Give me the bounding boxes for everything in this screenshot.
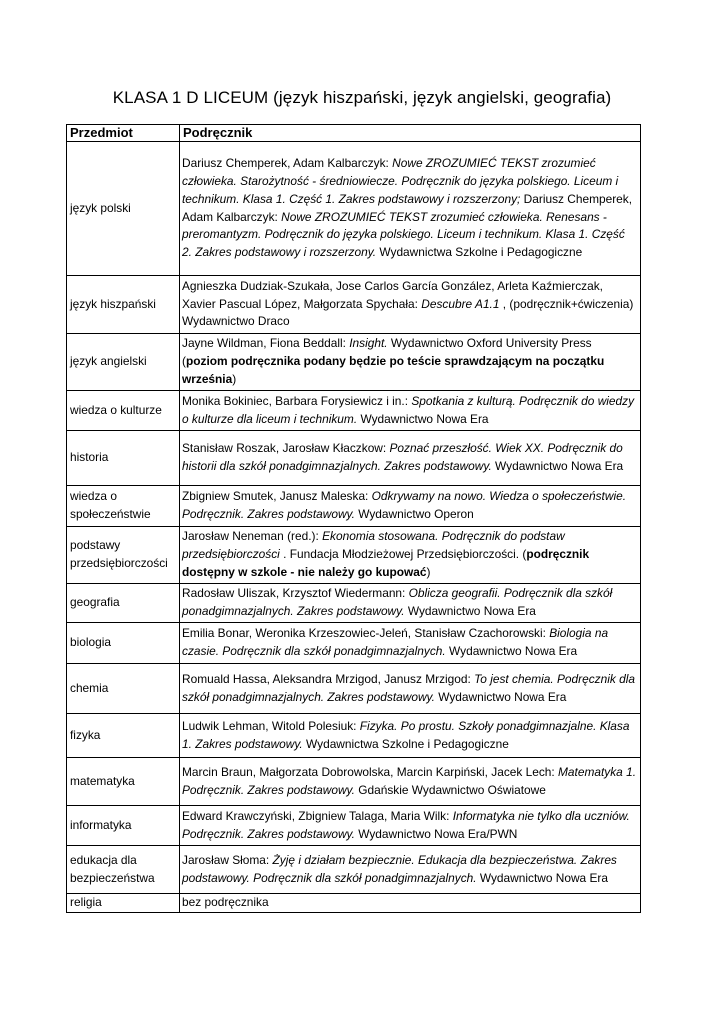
textbook-cell xyxy=(180,276,641,334)
book-text: Wydawnictwo Oxford University Press ( xyxy=(182,336,592,369)
table-row xyxy=(67,276,641,334)
book-text: Wydawnictwo Nowa Era xyxy=(445,644,578,658)
book-title: Descubre A1.1 xyxy=(421,296,500,311)
book-text: ) xyxy=(426,564,431,579)
textbook-cell xyxy=(180,486,641,527)
book-text: Romuald Hassa, Aleksandra Mrzigod, Janusz Mrzigod: xyxy=(182,671,475,686)
book-text: Marcin Braun, Małgorzata Dobrowolska, Marcin Karpiński, Jacek Lech: xyxy=(182,764,559,779)
book-text: Wydawnictwo Nowa Era xyxy=(476,870,608,885)
textbook-cell xyxy=(180,584,641,623)
book-text: Zbigniew Smutek, Janusz Maleska: xyxy=(182,489,372,504)
table-row xyxy=(67,431,641,486)
subject-cell: geografia xyxy=(67,584,180,623)
subject-cell: wiedza o kulturze xyxy=(67,391,180,431)
table-row xyxy=(67,527,641,584)
book-text: Radosław Uliszak, Krzysztof Wiedermann: xyxy=(182,586,409,601)
table-row xyxy=(67,142,641,276)
book-title: Matematyka 1. Podręcznik. Zakres podstawowy. xyxy=(182,764,637,797)
textbook-cell xyxy=(180,391,641,431)
textbook-cell xyxy=(180,714,641,758)
table-row xyxy=(67,623,641,664)
textbook-cell xyxy=(180,894,641,913)
book-title: Żyję i działam bezpiecznie. Edukacja dla bezpieczeństwa. Zakres podstawowy. Podręcznik dla szkół ponadgimnazjalnych. xyxy=(182,852,617,885)
table-row xyxy=(67,486,641,527)
subject-cell: biologia xyxy=(67,623,180,664)
textbook-cell xyxy=(180,142,641,276)
subject-cell: język hiszpański xyxy=(67,276,180,334)
book-title: To jest chemia. Podręcznik dla szkół ponadgimnazjalnych. Zakres podstawowy. xyxy=(182,671,635,704)
textbook-cell xyxy=(180,623,641,664)
textbook-table xyxy=(66,124,641,913)
book-text: Wydawnictwo Nowa Era/PWN xyxy=(354,826,518,841)
book-note: podręcznik dostępny w szkole - nie należy go kupować xyxy=(182,547,590,579)
textbook-cell xyxy=(180,758,641,806)
table-row xyxy=(67,894,641,913)
book-text: Jayne Wildman, Fiona Beddall: xyxy=(182,336,350,351)
book-title: Nowe ZROZUMIEĆ TEKST zrozumieć człowieka. Starożytność - średniowiecze. Podręcznik do języka polskiego. Liceum i technikum. Klasa 1. Część 1. Zakres podstawowy i rozszerzony; xyxy=(182,156,619,206)
textbook-cell xyxy=(180,806,641,846)
book-text: Monika Bokiniec, Barbara Forysiewicz i in.: xyxy=(182,393,412,408)
book-text: Edward Krawczyński, Zbigniew Talaga, Maria Wilk: xyxy=(182,808,453,823)
table-body xyxy=(67,142,641,913)
book-text: bez podręcznika xyxy=(182,895,269,909)
textbook-cell xyxy=(180,527,641,584)
textbook-cell xyxy=(180,664,641,714)
subject-cell: matematyka xyxy=(67,758,180,806)
subject-cell: informatyka xyxy=(67,806,180,846)
book-text: Jarosław Słoma: xyxy=(182,852,273,867)
book-text: Wydawnictwo Nowa Era xyxy=(404,604,536,618)
table-header-row xyxy=(67,125,641,142)
book-text: Wydawnictwo Nowa Era xyxy=(357,411,489,426)
book-text: . Fundacja Młodzieżowej Przedsiębiorczości. ( xyxy=(279,547,527,562)
book-title: Nowe ZROZUMIEĆ TEKST zrozumieć człowieka. Renesans - preromantyzm. Podręcznik do języka polskiego. Liceum i technikum. Klasa 1. Część 2. Zakres podstawowy i rozszerzony. xyxy=(182,209,625,260)
book-text: Wydawnictwo Nowa Era xyxy=(434,689,567,704)
book-text: Wydawnictwa Szkolne i Pedagogiczne xyxy=(302,736,509,751)
textbook-cell xyxy=(180,334,641,391)
book-title: Ekonomia stosowana. Podręcznik do podstaw przedsiębiorczości xyxy=(182,529,565,562)
book-title: Fizyka. Po prostu. Szkoły ponadgimnazjalne. Klasa 1. Zakres podstawowy. xyxy=(182,718,630,751)
book-text: Jarosław Neneman (red.): xyxy=(182,529,323,544)
table-row xyxy=(67,714,641,758)
book-text: Agnieszka Dudziak-Szukała, Jose Carlos García González, Arleta Kaźmierczak, Xavier Pascual López, Małgorzata Spychała: xyxy=(182,278,603,311)
textbook-cell xyxy=(180,431,641,486)
subject-cell: edukacja dla bezpieczeństwa xyxy=(67,846,180,894)
subject-cell: historia xyxy=(67,431,180,486)
table-row xyxy=(67,664,641,714)
book-text: ) xyxy=(232,371,237,386)
book-text: Wydawnictwa Szkolne i Pedagogiczne xyxy=(376,245,583,260)
subject-cell: religia xyxy=(67,894,180,913)
table-row xyxy=(67,846,641,894)
subject-cell: wiedza o społeczeństwie xyxy=(67,486,180,527)
header-textbook: Podręcznik xyxy=(180,125,641,142)
table-row xyxy=(67,391,641,431)
book-text: Stanisław Roszak, Jarosław Kłaczkow: xyxy=(182,441,390,456)
book-text: , (podręcznik+ćwiczenia) Wydawnictwo Draco xyxy=(182,296,634,329)
book-text: Gdańskie Wydawnictwo Oświatowe xyxy=(354,782,546,797)
table-row xyxy=(67,334,641,391)
subject-cell: podstawy przedsiębiorczości xyxy=(67,527,180,584)
subject-cell: chemia xyxy=(67,664,180,714)
book-text: Dariusz Chemperek, Adam Kalbarczyk: xyxy=(182,191,633,224)
table-row xyxy=(67,758,641,806)
page-title: KLASA 1 D LICEUM (język hiszpański, język angielski, geografia) xyxy=(112,88,612,107)
textbook-cell xyxy=(180,846,641,894)
subject-cell: fizyka xyxy=(67,714,180,758)
subject-cell: język angielski xyxy=(67,334,180,391)
book-text: Wydawnictwo Nowa Era xyxy=(491,459,624,473)
book-title: Oblicza geografii. Podręcznik dla szkół ponadgimnazjalnych. Zakres podstawowy. xyxy=(182,586,613,618)
book-title: Biologia na czasie. Podręcznik dla szkół ponadgimnazjalnych. xyxy=(182,626,609,658)
book-note: poziom podręcznika podany będzie po teście sprawdzającym na początku września xyxy=(182,354,605,386)
book-title: Odkrywamy na nowo. Wiedza o społeczeństwie. Podręcznik. Zakres podstawowy. xyxy=(182,489,627,521)
subject-cell: język polski xyxy=(67,142,180,276)
book-title: Spotkania z kulturą. Podręcznik do wiedzy o kulturze dla liceum i technikum. xyxy=(182,393,635,426)
header-subject: Przedmiot xyxy=(67,125,180,142)
book-text: Emilia Bonar, Weronika Krzeszowiec-Jeleń, Stanisław Czachorowski: xyxy=(182,626,550,641)
book-text: Dariusz Chemperek, Adam Kalbarczyk: xyxy=(182,156,393,171)
book-text: Wydawnictwo Operon xyxy=(354,507,474,521)
book-title: Poznać przeszłość. Wiek XX. Podręcznik do historii dla szkół ponadgimnazjalnych. Zakres podstawowy. xyxy=(182,441,623,473)
table-row xyxy=(67,806,641,846)
book-text: Ludwik Lehman, Witold Polesiuk: xyxy=(182,718,360,733)
book-title: Informatyka nie tylko dla uczniów. Podręcznik. Zakres podstawowy. xyxy=(182,808,630,841)
book-title: Insight. xyxy=(349,336,388,351)
table-row xyxy=(67,584,641,623)
